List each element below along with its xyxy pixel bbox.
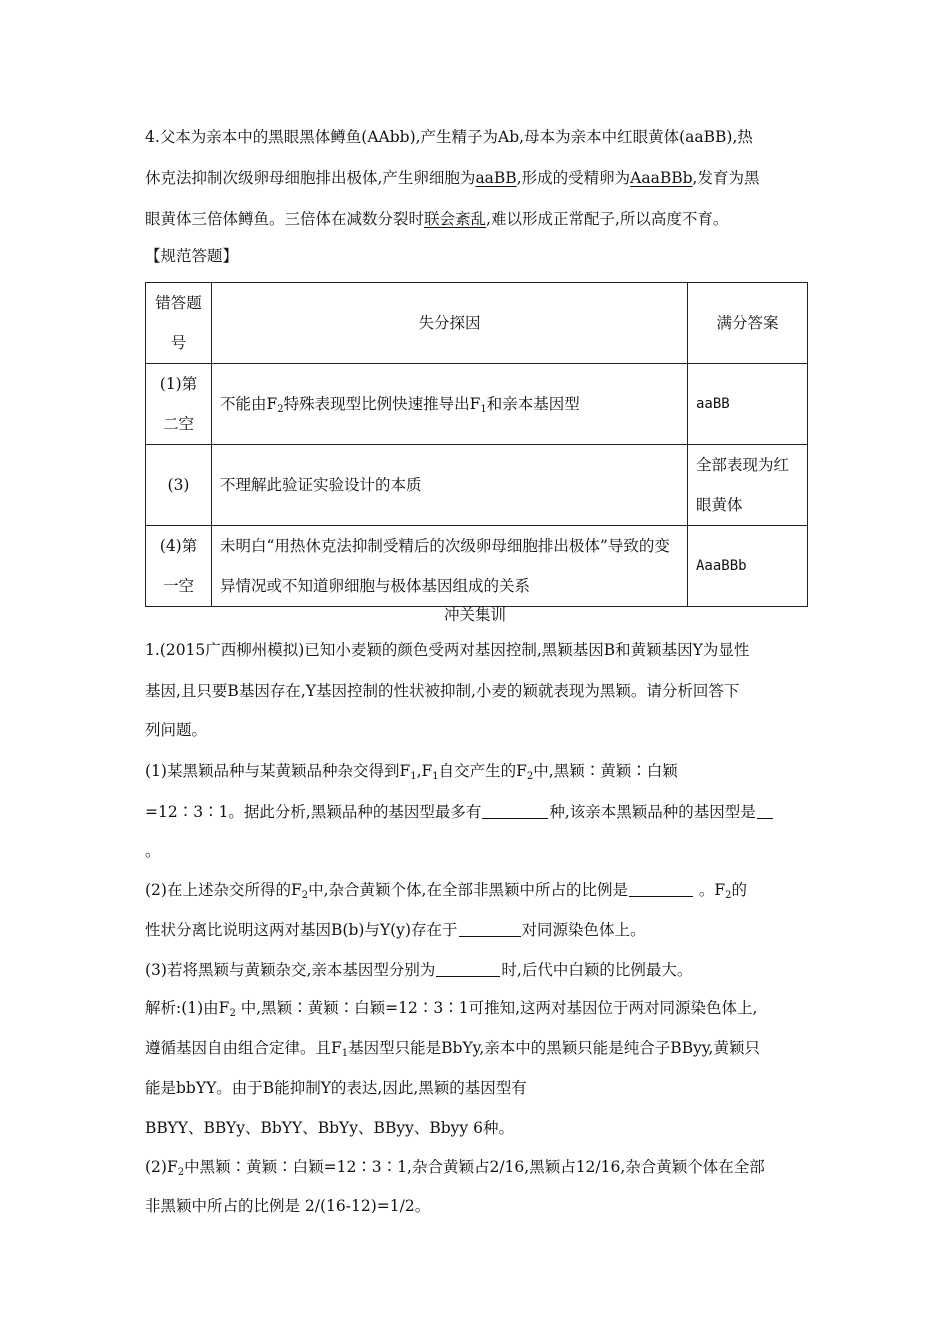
subscript: 2: [301, 890, 309, 901]
answer-cell: AaaBBb: [688, 526, 808, 607]
section-heading: 【规范答题】: [145, 247, 239, 265]
table-header-row: [146, 283, 808, 364]
text: (1)某黑颖品种与某黄颖品种杂交得到F: [145, 762, 411, 780]
question-number-cell: (4)第一空: [146, 526, 212, 607]
text: 眼黄体三倍体鳟鱼。三倍体在减数分裂时: [145, 210, 425, 228]
subscript: 1: [341, 1048, 349, 1059]
text: 解析:(1)由F: [145, 999, 230, 1017]
text: 休克法抑制次级卵母细胞排出极体,产生卵细胞为: [145, 169, 476, 187]
text: 特殊表现型比例快速推导出F: [283, 395, 481, 413]
text: ,形成的受精卵为: [516, 169, 631, 187]
answer-blank[interactable]: [482, 802, 548, 819]
answer-blank[interactable]: [436, 960, 500, 977]
subscript: 2: [526, 771, 534, 782]
header-cell: 失分探因: [212, 283, 688, 364]
text: 自交产生的F: [438, 762, 527, 780]
answer-blank[interactable]: [459, 920, 521, 937]
q1-part2-line-2: [145, 920, 810, 940]
text: 和亲本基因型: [486, 395, 580, 413]
reason-cell: [212, 364, 688, 445]
q4-line-1: 4.父本为亲本中的黑眼黑体鳟鱼(AAbb),产生精子为Ab,母本为亲本中红眼黄体(aaBB),热: [145, 128, 753, 146]
text: 时,后代中白颖的比例最大。: [501, 961, 693, 979]
answer-table: [145, 282, 808, 607]
analysis-line-2: [145, 1038, 810, 1058]
table-row: [146, 526, 808, 607]
text: 中黑颖∶黄颖∶白颖=12∶3∶1,杂合黄颖占2/16,黑颖占12/16,杂合黄颖个体在全部: [184, 1158, 765, 1176]
subscript: 2: [725, 890, 732, 901]
answer-cell: aaBB: [688, 364, 808, 445]
q1-line-1: 1.(2015广西柳州模拟)已知小麦颖的颜色受两对基因控制,黑颖基因B和黄颖基因Y为显性: [145, 641, 750, 659]
text: 种,该亲本黑颖品种的基因型是: [549, 803, 756, 821]
underlined-answer: AaaBBb: [630, 169, 693, 187]
subscript: 1: [410, 771, 417, 782]
analysis-line-4: BBYY、BBYy、BbYY、BbYy、BByy、Bbyy 6种。: [145, 1119, 514, 1137]
analysis-line-5: [145, 1157, 810, 1177]
subscript: 2: [229, 1008, 236, 1019]
text: ,F: [416, 762, 433, 780]
text: (2)F: [145, 1158, 178, 1176]
subscript: 1: [480, 404, 487, 415]
subscript: 1: [432, 771, 439, 782]
analysis-line-3: 能是bbYY。由于B能抑制Y的表达,因此,黑颖的基因型有: [145, 1079, 527, 1097]
text: =12∶3∶1。据此分析,黑颖品种的基因型最多有: [145, 803, 482, 821]
text: 中,杂合黄颖个体,在全部非黑颖中所占的比例是: [308, 881, 628, 899]
underlined-answer: 联会紊乱: [424, 210, 487, 228]
q1-line-2: 基因,且只要B基因存在,Y基因控制的性状被抑制,小麦的颖就表现为黑颖。请分析回答下: [145, 682, 740, 700]
text: 性状分离比说明这两对基因B(b)与Y(y)存在于: [145, 921, 458, 939]
text: 。F: [693, 881, 726, 899]
header-cell: 错答题号: [146, 283, 212, 364]
text: 基因型只能是BbYy,亲本中的黑颖只能是纯合子BByy,黄颖只: [348, 1039, 760, 1057]
text: ,发育为黑: [692, 169, 760, 187]
text: 遵循基因自由组合定律。且F: [145, 1039, 342, 1057]
table-row: [146, 364, 808, 445]
header-cell: 满分答案: [688, 283, 808, 364]
q4-line-3: [145, 209, 810, 229]
subscript: 2: [177, 1167, 185, 1178]
answer-cell: 全部表现为红眼黄体: [688, 445, 808, 526]
question-number-cell: (1)第二空: [146, 364, 212, 445]
text: 对同源染色体上。: [521, 921, 646, 939]
subscript: 2: [277, 404, 284, 415]
q1-part3-line: [145, 960, 810, 980]
q1-line-3: 列问题。: [145, 721, 208, 739]
answer-blank[interactable]: [757, 802, 773, 819]
text: 不能由F: [220, 395, 278, 413]
text: 的: [731, 881, 748, 899]
q4-line-2: [145, 168, 810, 188]
underlined-answer: aaBB: [475, 169, 517, 187]
question-number-cell: (3): [146, 445, 212, 526]
text: 中,黑颖∶黄颖∶白颖: [533, 762, 678, 780]
analysis-line-6: 非黑颖中所占的比例是 2/(16-12)=1/2。: [145, 1197, 431, 1215]
q1-part1-line-3: 。: [145, 842, 161, 860]
answer-blank[interactable]: [629, 880, 693, 897]
reason-cell: 未明白“用热休克法抑制受精后的次级卵母细胞排出极体”导致的变异情况或不知道卵细胞与极体基因组成的关系: [212, 526, 688, 607]
q1-part1-line-1: [145, 761, 810, 781]
q1-part2-line-1: [145, 880, 810, 900]
reason-cell: 不理解此验证实验设计的本质: [212, 445, 688, 526]
table-row: [146, 445, 808, 526]
training-title: 冲关集训: [443, 606, 506, 624]
text: 中,黑颖∶黄颖∶白颖=12∶3∶1可推知,这两对基因位于两对同源染色体上,: [235, 999, 758, 1017]
analysis-line-1: [145, 998, 810, 1018]
text: ,难以形成正常配子,所以高度不育。: [486, 210, 729, 228]
text: (2)在上述杂交所得的F: [145, 881, 302, 899]
q1-part1-line-2: [145, 802, 810, 822]
text: (3)若将黑颖与黄颖杂交,亲本基因型分别为: [145, 961, 436, 979]
